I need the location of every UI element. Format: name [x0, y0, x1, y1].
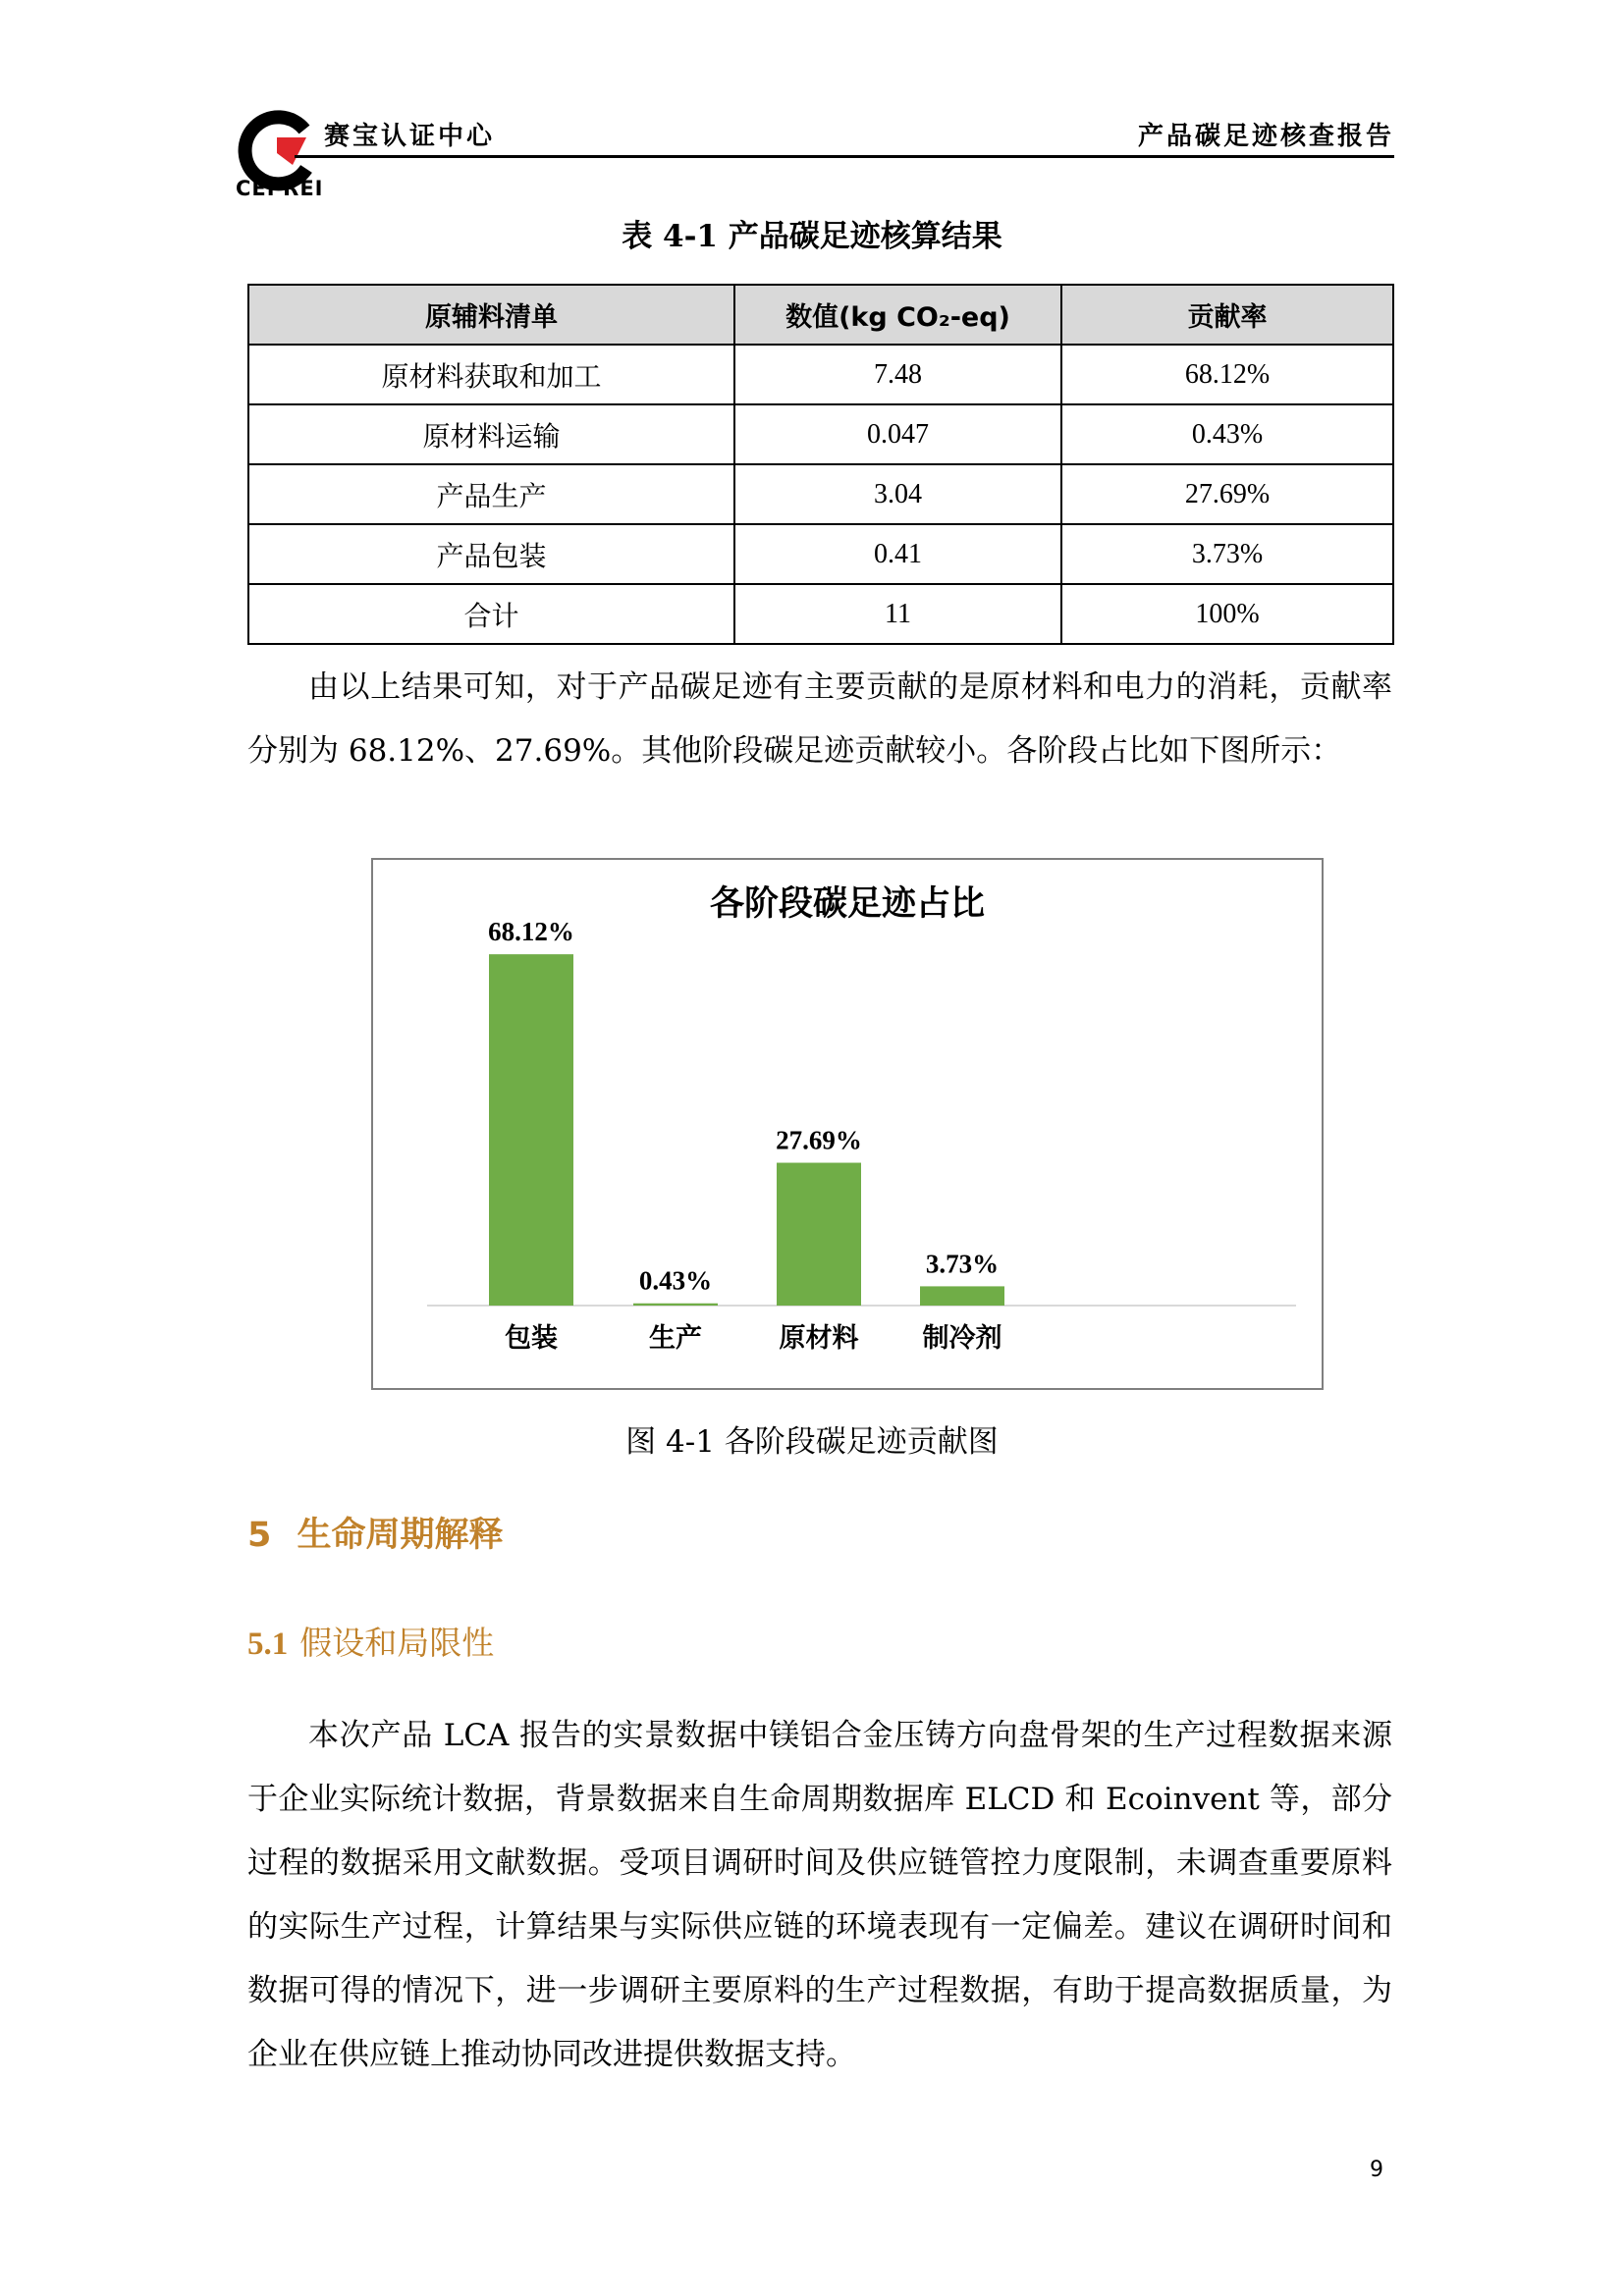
figure-caption: 图 4-1 各阶段碳足迹贡献图	[625, 1424, 999, 1460]
subsection-heading	[247, 1618, 494, 1664]
bar-data-label: 27.69%	[776, 1125, 862, 1155]
bar-3	[777, 1163, 861, 1306]
bar-chart	[373, 860, 1322, 1388]
category-label: 生产	[649, 1323, 702, 1354]
chart-frame	[371, 858, 1324, 1390]
org-name: 赛宝认证中心	[324, 122, 496, 151]
table-cell: 产品生产	[248, 464, 734, 524]
table-cell: 68.12%	[1061, 345, 1393, 404]
table-cell: 0.41	[734, 524, 1061, 584]
table-cell: 7.48	[734, 345, 1061, 404]
result-table	[247, 284, 1394, 645]
section-number: 5	[247, 1516, 272, 1555]
chart-title: 各阶段碳足迹占比	[709, 884, 986, 924]
table-cell: 11	[734, 584, 1061, 644]
table-cell: 0.43%	[1061, 404, 1393, 464]
section-title: 生命周期解释	[297, 1516, 504, 1555]
bar-data-label: 3.73%	[925, 1249, 1000, 1279]
table-row	[248, 404, 1393, 464]
table-cell: 27.69%	[1061, 464, 1393, 524]
results-paragraph-text: 由以上结果可知，对于产品碳足迹有主要贡献的是原材料和电力的消耗，贡献率分别为 68.12%、27.69%。其他阶段碳足迹贡献较小。各阶段占比如下图所示：	[247, 669, 1392, 769]
table-cell: 100%	[1061, 584, 1393, 644]
category-label: 制冷剂	[922, 1323, 1002, 1354]
table-row	[248, 524, 1393, 584]
category-label: 原材料	[779, 1323, 859, 1354]
bar-2	[633, 1304, 718, 1306]
table-row-total	[248, 584, 1393, 644]
table-header-cell: 原辅料清单	[248, 285, 734, 345]
bar-4	[920, 1286, 1004, 1306]
table-cell: 3.73%	[1061, 524, 1393, 584]
results-paragraph	[247, 656, 1392, 783]
bar-data-label: 68.12%	[488, 917, 574, 947]
table-cell: 原材料获取和加工	[248, 345, 734, 404]
table-header-cell: 数值(kg CO₂-eq)	[734, 285, 1061, 345]
table-header-cell: 贡献率	[1061, 285, 1393, 345]
report-name: 产品碳足迹核查报告	[1137, 122, 1394, 151]
table-header-row	[248, 285, 1393, 345]
subsection-title: 假设和局限性	[299, 1624, 495, 1662]
table-caption: 表 4-1 产品碳足迹核算结果	[622, 219, 1002, 254]
category-label: 包装	[505, 1323, 558, 1354]
limitations-paragraph-text: 本次产品 LCA 报告的实景数据中镁铝合金压铸方向盘骨架的生产过程数据来源于企业实际统计数据，背景数据来自生命周期数据库 ELCD 和 Ecoinvent 等，部分过程的数据采用文献数据。受项目调研时间及供应链管控力度限制，未调查重要原料的实际生产过程，计算结果与实际供应链的环境表现有一定偏差。建议在调研时间和数据可得的情况下，进一步调研主要原料的生产过程数据，有助于提高数据质量，为企业在供应链上推动协同改进提供数据支持。	[247, 1718, 1392, 2072]
table-cell: 0.047	[734, 404, 1061, 464]
table-cell: 产品包装	[248, 524, 734, 584]
subsection-number: 5.1	[247, 1627, 289, 1662]
table-row	[248, 464, 1393, 524]
header-rule	[295, 155, 1394, 158]
section-heading	[247, 1508, 504, 1557]
bar-1	[489, 954, 573, 1306]
table-cell: 原材料运输	[248, 404, 734, 464]
table-cell: 3.04	[734, 464, 1061, 524]
table-row	[248, 345, 1393, 404]
logo-text: CEPREI	[236, 177, 324, 200]
page-number: 9	[1370, 2158, 1383, 2182]
limitations-paragraph	[247, 1704, 1392, 2087]
table-cell: 合计	[248, 584, 734, 644]
bar-data-label: 0.43%	[638, 1265, 713, 1296]
